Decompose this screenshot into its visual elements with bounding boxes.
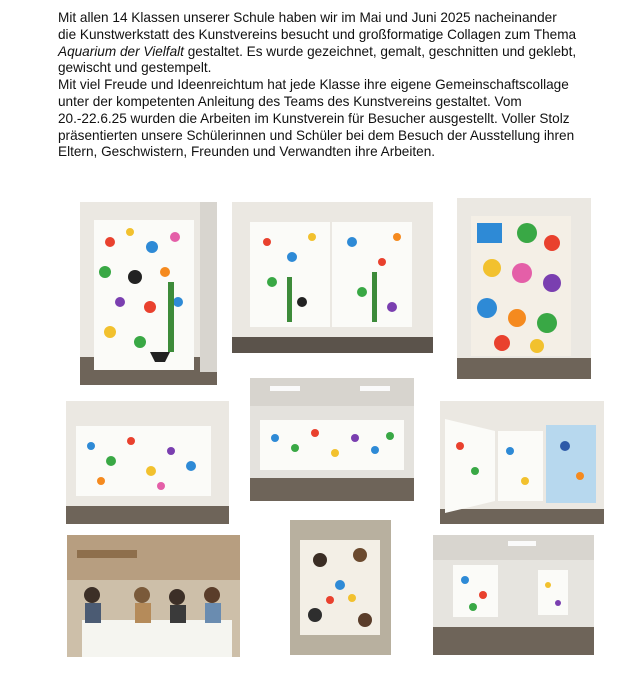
photo-collage-two-panels: [232, 202, 433, 353]
photo-collage-corner-blue: [440, 401, 604, 524]
photo-collage-fish-corner: [80, 202, 217, 385]
photo-children-painting-floor: [67, 535, 240, 657]
collage-theme: Aquarium der Vielfalt: [58, 43, 184, 59]
photo-gallery-hall: [433, 535, 594, 655]
photo-children-top-view: [290, 520, 391, 655]
article-text: [58, 10, 578, 161]
article-paragraph-1: [58, 10, 578, 77]
photo-collage-colorful-corner: [457, 198, 591, 379]
paragraph-1-end: gestaltet. Es wurde gezeichnet, gemalt, geschnitten und geklebt, gewischt und gestempelt.: [58, 43, 577, 76]
photo-collage-long-wall-room: [250, 378, 414, 501]
photo-collage-long-wall-left: [66, 401, 229, 524]
article-paragraph-2: Mit viel Freude und Ideenreichtum hat jede Klasse ihre eigene Gemeinschaftscollage unter der kompetenten Anleitung des Teams des Kunstvereins gestaltet. Vom 20.-22.6.25 wurden die Arbeiten im Kunstverein für Besucher ausgestellt. Voller Stolz präsentierten unsere Schülerinnen und Schüler bei dem Besuch der Ausstellung ihren Eltern, Geschwistern, Freunden und Verwandten ihre Arbeiten.: [58, 77, 575, 160]
paragraph-1-intro: Mit allen 14 Klassen unserer Schule haben wir im Mai und Juni 2025 nacheinander die Kunstwerkstatt des Kunstvereins besucht und großformatige Collagen zum Thema: [58, 10, 577, 42]
